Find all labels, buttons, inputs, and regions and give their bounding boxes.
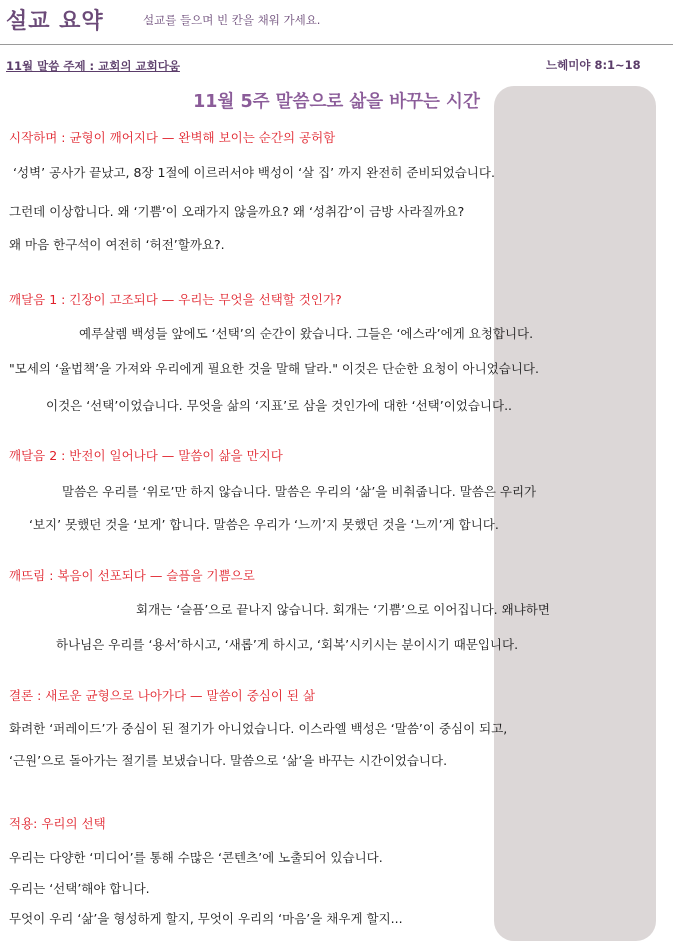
section-heading-breaking: 깨뜨림 : 복음이 선포되다 — 슬픔을 기쁨으로 xyxy=(9,568,255,583)
section-line: ‘보지’ 못했던 것을 ‘보게’ 합니다. 말씀은 우리가 ‘느끼’지 못했던 것을 ‘느끼’게 합니다. xyxy=(29,517,499,532)
section-line: 왜 마음 한구석이 여전히 ‘허전’할까요?. xyxy=(9,237,225,252)
section-line: 예루살렘 백성들 앞에도 ‘선택’의 순간이 왔습니다. 그들은 ‘에스라’에게 요청합니다. xyxy=(79,326,534,341)
section-line: 그런데 이상합니다. 왜 ‘기쁨’이 오래가지 않을까요? 왜 ‘성취감’이 금방 사라질까요? xyxy=(9,204,465,219)
section-heading-application: 적용: 우리의 선택 xyxy=(9,816,106,831)
section-heading-conclusion: 결론 : 새로운 균형으로 나아가다 — 말씀이 중심이 된 삶 xyxy=(9,688,316,703)
section-line: 이것은 ‘선택’이었습니다. 무엇을 삶의 ‘지표’로 삼을 것인가에 대한 ‘선택’이었습니다.. xyxy=(46,398,513,413)
section-line: 우리는 ‘선택’해야 합니다. xyxy=(9,881,150,896)
section-heading-realization-2: 깨달음 2 : 반전이 일어나다 — 말씀이 삶을 만지다 xyxy=(9,448,283,463)
section-line: 회개는 ‘슬픔’으로 끝나지 않습니다. 회개는 ‘기쁨’으로 이어집니다. 왜냐하면 xyxy=(136,602,550,617)
section-line: "모세의 ‘율법책’을 가져와 우리에게 필요한 것을 말해 달라." 이것은 단순한 요청이 아니었습니다. xyxy=(9,361,539,376)
section-line: ‘근원’으로 돌아가는 절기를 보냈습니다. 말씀으로 ‘삶’을 바꾸는 시간이었습니다. xyxy=(9,753,448,768)
section-line: 말씀은 우리를 ‘위로’만 하지 않습니다. 말씀은 우리의 ‘삶’을 비춰줍니다. 말씀은 우리가 xyxy=(62,484,537,499)
page-subtitle: 설교를 들으며 빈 칸을 채워 가세요. xyxy=(143,13,321,27)
page-title: 설교 요약 xyxy=(6,9,104,34)
section-heading-opening: 시작하며 : 균형이 깨어지다 — 완벽해 보이는 순간의 공허함 xyxy=(9,130,336,145)
scripture-reference: 느헤미야 8:1~18 xyxy=(546,58,641,72)
section-heading-realization-1: 깨달음 1 : 긴장이 고조되다 — 우리는 무엇을 선택할 것인가? xyxy=(9,292,342,307)
section-line: 무엇이 우리 ‘삶’을 형성하게 할지, 무엇이 우리의 ‘마음’을 채우게 할지... xyxy=(9,911,403,926)
section-line: 화려한 ‘퍼레이드’가 중심이 된 절기가 아니었습니다. 이스라엘 백성은 ‘말씀’이 중심이 되고, xyxy=(9,721,508,736)
section-line: 우리는 다양한 ‘미디어’를 통해 수많은 ‘콘텐츠’에 노출되어 있습니다. xyxy=(9,850,383,865)
monthly-theme: 11월 말씀 주제 : 교회의 교회다움 xyxy=(6,59,180,73)
section-line: 하나님은 우리를 ‘용서’하시고, ‘새롭’게 하시고, ‘회복’시키시는 분이시기 때문입니다. xyxy=(56,637,519,652)
sermon-title: 11월 5주 말씀으로 삶을 바꾸는 시간 xyxy=(193,92,480,112)
side-note-panel xyxy=(494,86,656,941)
section-line: ‘성벽’ 공사가 끝났고, 8장 1절에 이르러서야 백성이 ‘살 집’ 까지 완전히 준비되었습니다. xyxy=(13,165,495,180)
header-divider xyxy=(0,44,673,45)
